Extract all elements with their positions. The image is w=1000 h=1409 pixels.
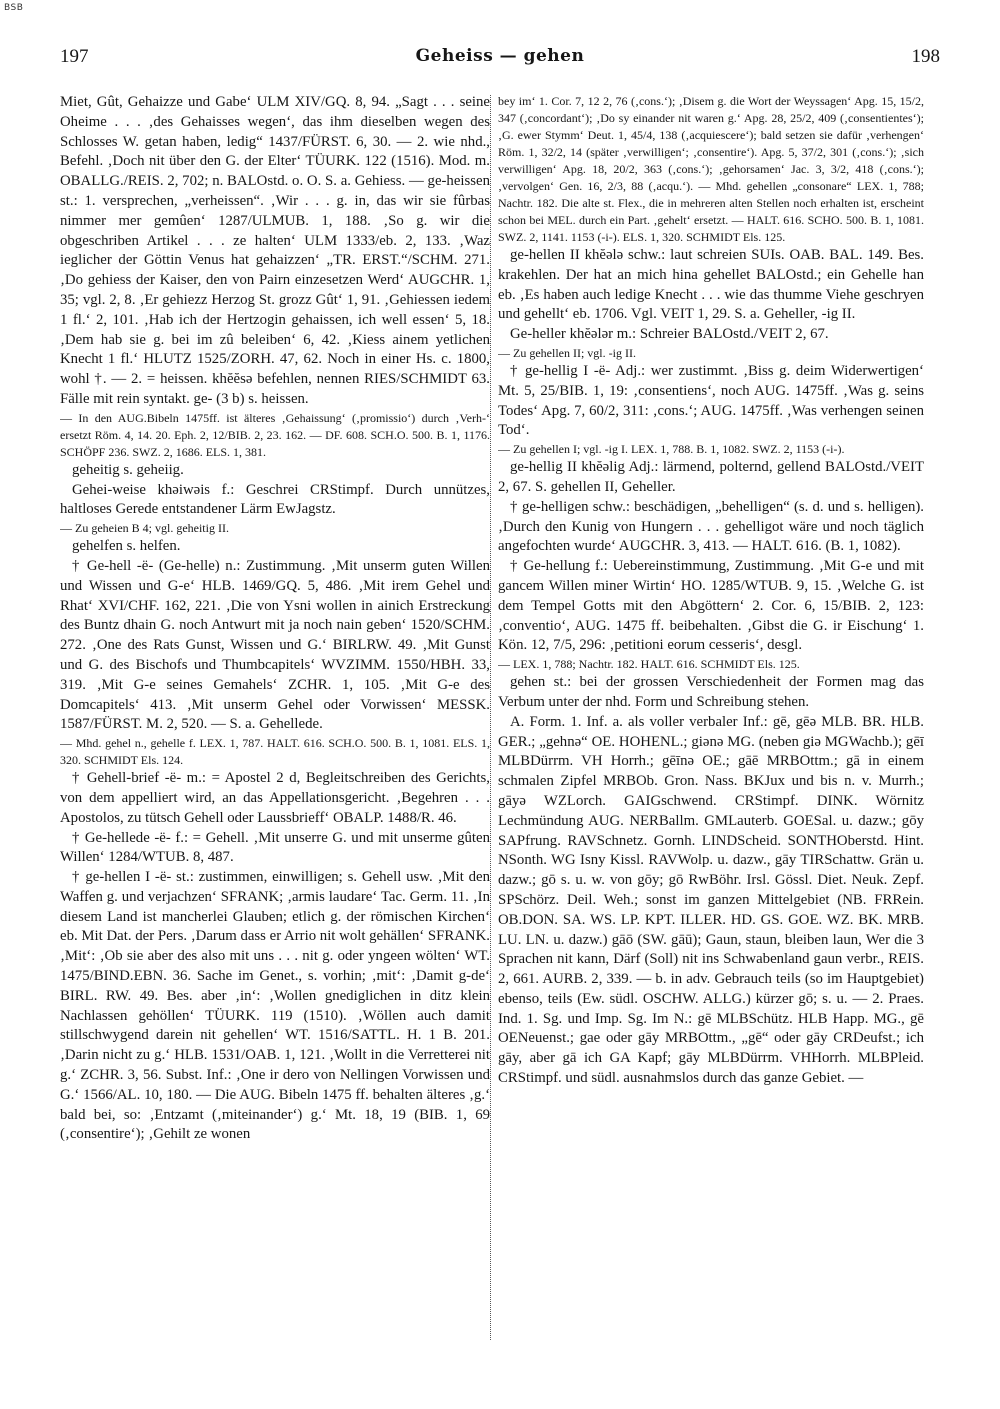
page-number-left: 197 <box>60 46 89 67</box>
dictionary-entry: † Ge-hellung f.: Uebereinstimmung, Zustimmung. ‚Mit G-e und mit gancem Willen miner Wirtin‘ HO. 1285/WTUB. 9, 15. ‚Welche G. ist dem Tempel Gotts mit den Abgöttern‘ 2. Cor. 6, 15/BIB. 2, 123: ‚conventio‘, AUG. 1475 ff. beibehalten. ‚Gibst die G. ir Eischung‘ 1. Kön. 12, 7/5, 296: ‚petitioni eorum cesseris‘, desgl. <box>498 558 924 654</box>
running-head: Geheiss — gehen <box>415 46 585 66</box>
dictionary-entry: gehen st.: bei der grossen Verschiedenheit der Formen mag das Verbum unter der nhd. Form und Schreibung stehen. <box>498 674 924 710</box>
reference-note: — Mhd. gehel n., gehelle f. LEX. 1, 787. HALT. 616. SCH.O. 500. B. 1, 1081. ELS. 1, 320. SCHMIDT Els. 124. <box>60 736 490 768</box>
reference-note: — Zu gehellen II; vgl. -ig II. <box>498 345 636 360</box>
continued-entry: Miet, Gût, Gehaizze und Gabe‘ ULM XIV/GQ. 8, 94. „Sagt . . . seine Oheime . . . ‚des Gehaisses wegen‘, das ihm dieselben wegen des Schlosses W. getan haben, ledig“ 1437/FÜRST. 6, 30. — 2. wie nhd., Befehl. ‚Doch nit über den G. der Elter‘ TÜURK. 122 (1516). Mod. m. OBALLG./REIS. 2, 702; n. BALOstd. o. O. S. a. Gehiess. — ge-heissen st.: 1. versprechen, „verheissen“. ‚Wir . . . g. in, das wir sie fûrbas nimmer mer gemûen‘ 1287/ULMUB. 1, 188. ‚So g. wir die obgeschriben Artikel . . . ze halten‘ ULM 1333/eb. 2, 133. ‚Waz ieglicher der Göttin Venus hat gehaizzen‘ „TR. ERST.“/SCHM. 271. ‚Do gehiess der Kaiser, den von Pairn einzesetzen Werd‘ AUGCHR. 1, 35; vgl. 2, 8. ‚Er gehiezz Herzog St. grozz Gût‘ 1, 91. ‚Gehiessen iedem 1 fl.‘ 2, 101. ‚Hab ich der Hertzogin gehaissen, ich well essen‘ 5, 18. ‚Dem hab sie g. bei im zû beleiben‘ 6, 42. ‚Kiess ainem yetlichen Knecht 1 fl.‘ HLUTZ 1525/ZORH. 47, 62. Noch in einer Hs. c. 1800, wohl †. — 2. = heissen. khĕĕsə befehlen, nennen RIES/SCHMIDT 63. Fälle mit rein syntakt. ge- (3 b) s. heissen. <box>60 94 490 407</box>
dictionary-entry: Ge-heller khĕələr m.: Schreier BALOstd./VEIT 2, 67. <box>510 326 829 343</box>
left-column <box>60 93 490 1393</box>
dictionary-entry: gehelfen s. helfen. <box>72 538 181 555</box>
right-column <box>498 93 924 1393</box>
dictionary-entry: ge-hellig II khĕəlig Adj.: lärmend, polternd, gellend BALOstd./VEIT 2, 67. S. gehellen II, Geheller. <box>498 459 924 495</box>
dictionary-entry: † ge-helligen schw.: beschädigen, „behelligen“ (s. d. und s. helligen). ‚Durch den Kunig von Hungern . . . gehelligot wäre und noch täglich angefochten wurde‘ AUGCHR. 3, 413. — HALT. 616. (B. 1, 1082). <box>498 498 924 555</box>
dictionary-entry: geheitig s. geheiig. <box>72 461 184 478</box>
reference-note: — Zu gehellen I; vgl. -ig I. LEX. 1, 788. B. 1, 1082. SWZ. 2, 1153 (-i-). <box>498 442 845 457</box>
column-divider <box>490 95 491 1340</box>
dictionary-entry: † Ge-hellede -ë- f.: = Gehell. ‚Mit unserre G. und mit unserme gûten Willen‘ 1284/WTUB. 8, 487. <box>60 829 490 866</box>
reference-note: bey im‘ 1. Cor. 7, 12 2, 76 (‚cons.‘); ‚Disem g. die Wort der Weyssagen‘ Apg. 15, 15/2, 347 (‚concordant‘); ‚Do sy einander nit waren g.‘ Apg. 28, 25/2, 409 (‚consentientes‘); ‚G. ewer Stymm‘ Deut. 1, 45/4, 138 (‚acquiescere‘); bald setzen sie dafür ‚verhengen‘ Röm. 1, 32/2, 14 (später ‚verwilligen‘; ‚consentire‘). Apg. 5, 37/2, 301 (‚cons.‘); ‚sich verwilligen‘ Apg. 18, 20/2, 363 (‚cons.‘); ‚gehorsamen‘ Jac. 3, 3/2, 418 (‚cons.‘); ‚vervolgen‘ Gen. 16, 2/3, 88 (‚acqu.‘). — Mhd. gehellen „consonare“ LEX. 1, 788; Nachtr. 182. Die alte st. Flex., die in mehreren alten Stellen noch erhalten ist, erscheint schon bei MEL. durch ein Part. ‚gehelt‘ ersetzt. — HALT. 616. SCHO. 500. B. 1, 1081. SWZ. 2, 1141. 1153 (-i-). ELS. 1, 320. SCHMIDT Els. 125. <box>498 94 924 244</box>
dictionary-entry: Gehei-weise khəiwəis f.: Geschrei CRStimpf. Durch unnützes, haltloses Gerede entstandener Lärm EwJagstz. <box>60 481 490 518</box>
dictionary-entry: † Ge-hell -ë- (Ge-helle) n.: Zustimmung. ‚Mit unserm guten Willen und Wissen und G-e‘ HLB. 1469/GQ. 5, 486. ‚Mit irem Gehel und Rhat‘ XVI/CHF. 162, 221. ‚Die von Ysni wollen in ainich Erstreckung des Buntz dhain G. noch Antwurt mit ja noch nain geben‘ 1520/SCHM. 272. ‚One des Rats Gunst, Wissen und G.‘ BIRLRW. 49. ‚Mit Gunst und G. des Bischofs und Thumbcapitels‘ WVZIMM. 1550/HBH. 33, 319. ‚Mit G-e seines Gemahels‘ ZCHR. 1, 105. ‚Mit G-e des Domcapitels‘ 413. ‚Mit unserm Gehel oder Vorwissen‘ MESSK. 1587/FÜRST. M. 2, 520. — S. a. Gehellede. <box>60 557 490 733</box>
reference-note: — LEX. 1, 788; Nachtr. 182. HALT. 616. SCHMIDT Els. 125. <box>498 657 800 672</box>
page-number-right: 198 <box>911 46 940 67</box>
reference-note: — In den AUG.Bibeln 1475ff. ist älteres ‚Gehaissung‘ (‚promissio‘) durch ‚Verh-‘ ersetzt Röm. 4, 14. 20. Eph. 2, 12/BIB. 2, 23. 162. — DF. 608. SCH.O. 500. B. 1, 1176. SCHÖPF 236. SWZ. 2, 1686. ELS. 1, 381. <box>60 410 490 459</box>
dictionary-entry: ge-hellen II khĕələ schw.: laut schreien SUIs. OAB. BAL. 149. Bes. krakehlen. Der hat an mich hina gehellet BALOstd.; ein Gehelle han eb. ‚Es haben auch ledige Knecht . . . wie das thumme Viehe geschryen und gehellt‘ eb. 1706. Vgl. VEIT 1, 29. S. a. Geheller, -ig II. <box>498 247 924 323</box>
page-header <box>60 46 940 76</box>
dictionary-entry: † ge-hellen I -ë- st.: zustimmen, einwilligen; s. Gehell usw. ‚Mit den Waffen g. und verjachzen‘ SFRANK; ‚armis laudare‘ Tac. Germ. 11. ‚In diesem Land ist mancherlei Glauben; etlich g. der römischen Kirchen‘ eb. Mit Dat. der Pers. ‚Darum dass er Arrio nit wolt gehällen‘ SFRANK. ‚Mit‘: ‚Ob sie aber des also mit uns . . . nit g. oder yngeen wölten‘ WT. 1475/BIND.EBN. 36. Sache im Genet., s. vorhin; ‚mit‘: ‚Damit g-de‘ BIRL. RW. 49. Bes. aber ‚in‘: ‚Wollen gnediglichen in ditz klein Nachlassen gehöllen‘ TÜURK. 119 (1510). ‚Wöllen auch damit stillschwygend darein nit gehellen‘ WT. 1516/SATTL. H. 1 B. 201. ‚Darin nicht zu g.‘ HLB. 1531/OAB. 1, 121. ‚Wollt in die Verretterei nit g.‘ ZCHR. 3, 56. Subst. Inf.: ‚One ir dero von Nellingen Vorwissen und G.‘ 1566/AL. 10, 180. — Die AUG. Bibeln 1475 ff. behalten älteres ‚g.‘ bald bei, so: ‚Entzamt (‚miteinander‘) g.‘ Mt. 18, 19 (BIB. 1, 69 (‚consentire‘); ‚Gehilt ze wonen <box>60 869 490 1143</box>
dictionary-entry: A. Form. 1. Inf. a. als voller verbaler Inf.: gē, gēə MLB. BR. HLB. GER.; „gehnə“ OE. HOHENL.; giənə MG. (neben giə MGWachb.); gēī MLBDürrm. VH Horrh.; gēīnə OE.; gāē MRBOttm.; gā in einem schmalen Zipfel MRBOb. Gron. Nass. BKJux und bis n. v. Murrh.; gāyə WZLorch. GAIGschwend. CRStimpf. DINK. Wörnitz Lechmündung AUG. NERBallm. GMLauterb. GOESal. u. dazw.; gōy SAPfrung. RAVSchnetz. Gornh. LINDScheid. SONTHOberstd. Hint. NSonth. WG Isny Kissl. RAVWolp. u. dazw., gāy TIRSchattw. Grän u. dazw.; gō s. u. w. von gōy; gō RwBöhr. Irsl. Gössl. Diet. Neuk. Zepf. SPSchörz. Deil. Weh.; sonst im ganzen Mittelgebiet (NB. FRRein. OB.DON. SA. WS. LP. KPT. ILLER. HD. GS. GOE. WZ. BK. MRB. LU. LN. u. dazw.) gāō (SW. gāū); Gaun, staun, bleiben laun, Wer die 3 Sprachen nit kann, Därf (Soll) nit ins Schwabenland gaun verbr., REIS. 2, 661. AURB. 2, 339. — b. in adv. Gebrauch teils (so im Hauptgebiet) ebenso, teils (Ew. südl. OSCHW. ALLG.) kürzer gō; s. u. — 2. Praes. Ind. 1. Sg. und Imp. Sg. Im N.: gē MLBSchütz. HLB Happ. MG., gē OENeuenst.; gae oder gāy MRBOttm., „gē“ oder gāy CRDeufst.; ich gāy, aber gā ich GA Kapf; gāy MLBDürrm. VHHorrh. MLBPleid. CRStimpf. und südl. ausnahmslos durch das ganze Gebiet. — <box>498 713 924 1087</box>
reference-note: — Zu geheien B 4; vgl. geheitig II. <box>60 521 229 536</box>
dictionary-entry: † ge-hellig I -ë- Adj.: wer zustimmt. ‚Biss g. deim Widerwertigen‘ Mt. 5, 25/BIB. 1, 19: ‚consentiens‘, noch AUG. 1475ff. ‚Was g. seins Todes‘ Apg. 7, 60/2, 311: ‚cons.‘; AUG. 1475ff. ‚Was verhengen seinen Tod‘. <box>498 362 924 439</box>
dictionary-entry: † Gehell-brief -ë- m.: = Apostel 2 d, Begleitschreiben des Gerichts, von dem appelliert wird, an das Appellationsgericht. ‚Begehren . . . Apostolos, zu tütsch Gehell oder Laussbrieff‘ OBALP. 1488/R. 46. <box>60 770 490 826</box>
library-stamp: BSB <box>4 3 24 13</box>
